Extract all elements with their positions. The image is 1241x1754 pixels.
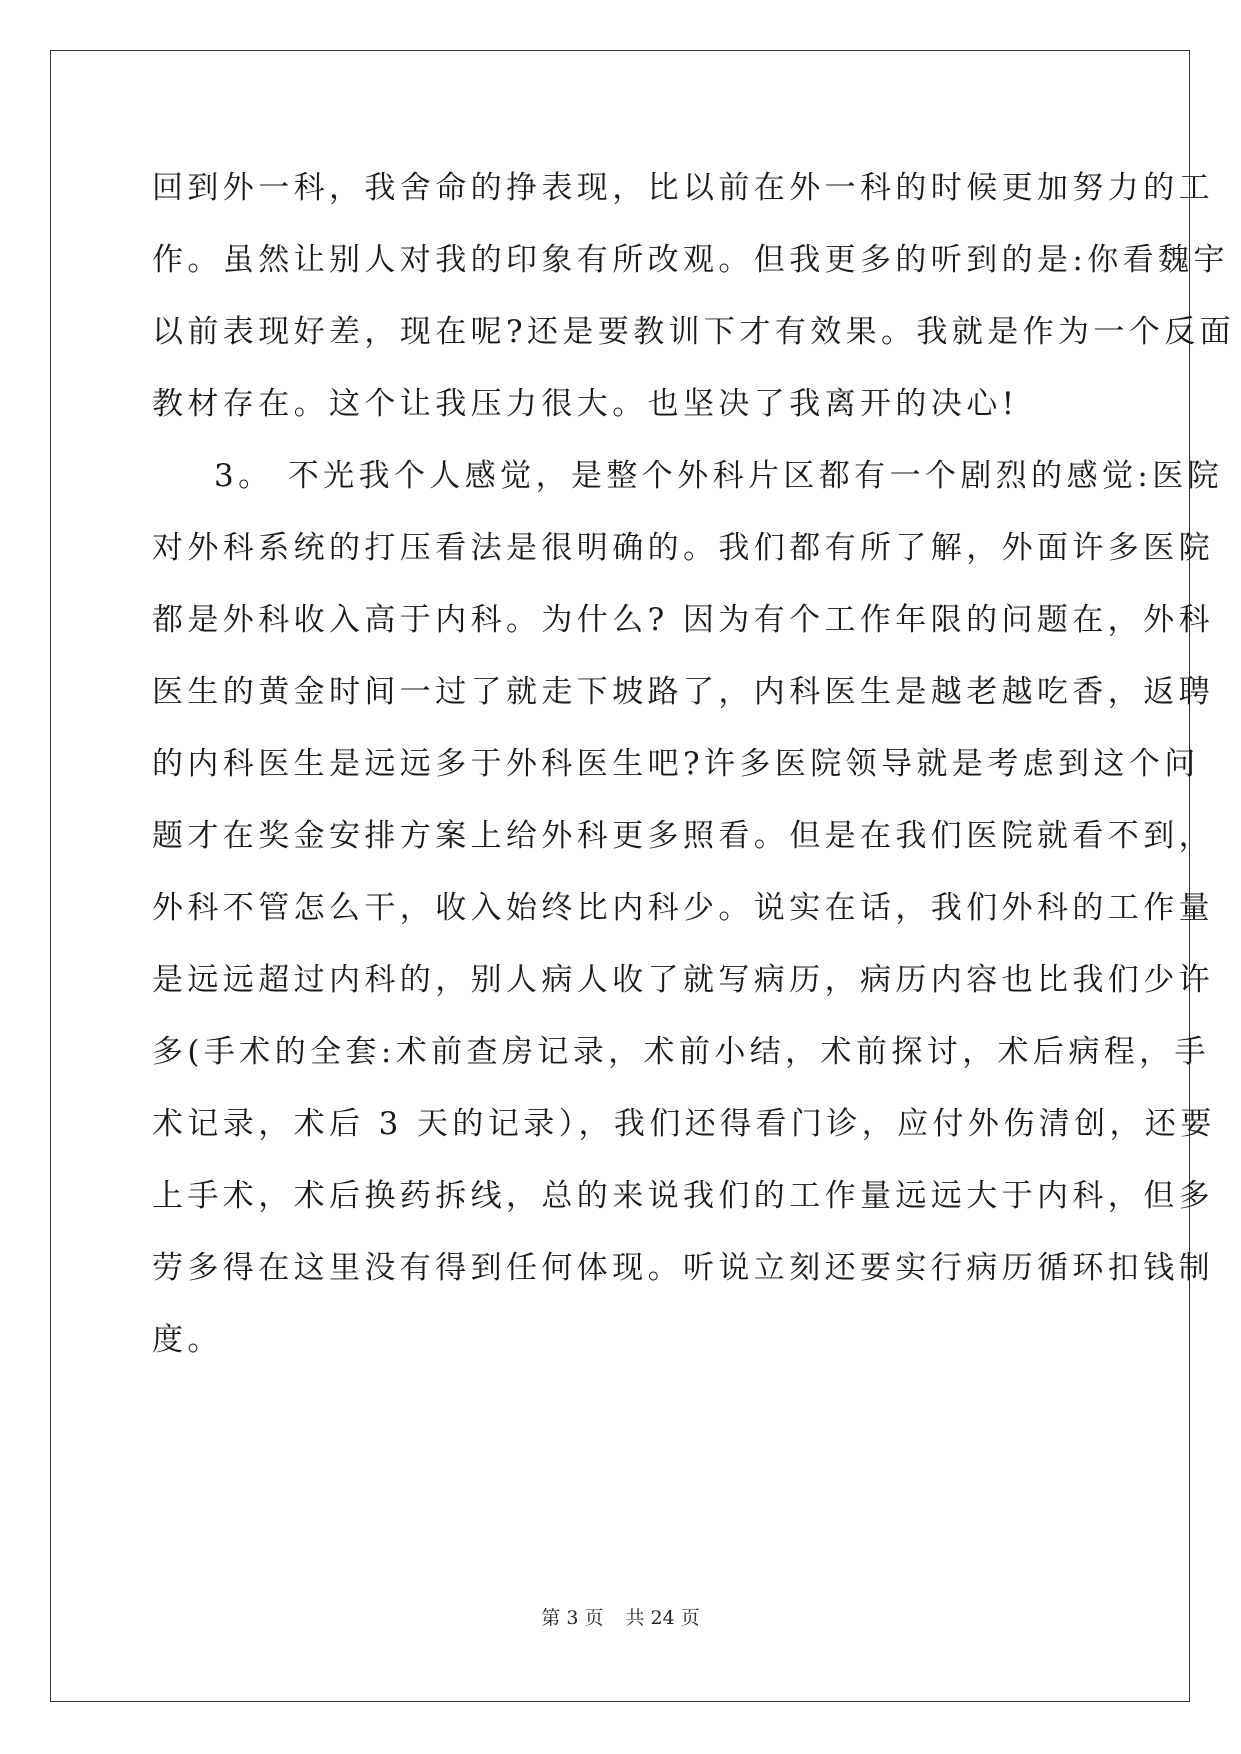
text-line: 医生的黄金时间一过了就走下坡路了，内科医生是越老越吃香，返聘 (152, 674, 1214, 710)
page-number: 第 3 页 (541, 1607, 604, 1629)
page-footer (0, 1603, 1241, 1630)
text-line: 题才在奖金安排方案上给外科更多照看。但是在我们医院就看不到， (152, 818, 1214, 854)
text-line: 是远远超过内科的，别人病人收了就写病历，病历内容也比我们少许 (152, 962, 1214, 998)
text-line: 上手术，术后换药拆线，总的来说我们的工作量远远大于内科，但多 (152, 1178, 1214, 1214)
text-line: 教材存在。这个让我压力很大。也坚决了我离开的决心! (152, 386, 1019, 422)
text-line: 都是外科收入高于内科。为什么? 因为有个工作年限的问题在，外科 (152, 602, 1214, 638)
text-line: 多(手术的全套:术前查房记录，术前小结，术前探讨，术后病程，手 (152, 1034, 1210, 1070)
text-line: 劳多得在这里没有得到任何体现。听说立刻还要实行病历循环扣钱制 (152, 1250, 1214, 1286)
paragraph-start-line: 3。 不光我个人感觉，是整个外科片区都有一个剧烈的感觉:医院 (214, 458, 1224, 494)
text-line: 术记录，术后 3 天的记录），我们还得看门诊，应付外伤清创，还要 (152, 1106, 1216, 1142)
text-line: 作。虽然让别人对我的印象有所改观。但我更多的听到的是:你看魏宇 (152, 242, 1229, 278)
text-line: 以前表现好差，现在呢?还是要教训下才有效果。我就是作为一个反面 (152, 314, 1236, 350)
page-total: 共 24 页 (625, 1607, 700, 1629)
text-line: 对外科系统的打压看法是很明确的。我们都有所了解，外面许多医院 (152, 530, 1214, 566)
text-line: 度。 (152, 1322, 223, 1358)
text-line: 回到外一科，我舍命的挣表现，比以前在外一科的时候更加努力的工 (152, 170, 1214, 206)
text-line: 的内科医生是远远多于外科医生吧?许多医院领导就是考虑到这个问 (152, 746, 1200, 782)
text-line: 外科不管怎么干，收入始终比内科少。说实在话，我们外科的工作量 (152, 890, 1214, 926)
page-border (50, 50, 1190, 1702)
